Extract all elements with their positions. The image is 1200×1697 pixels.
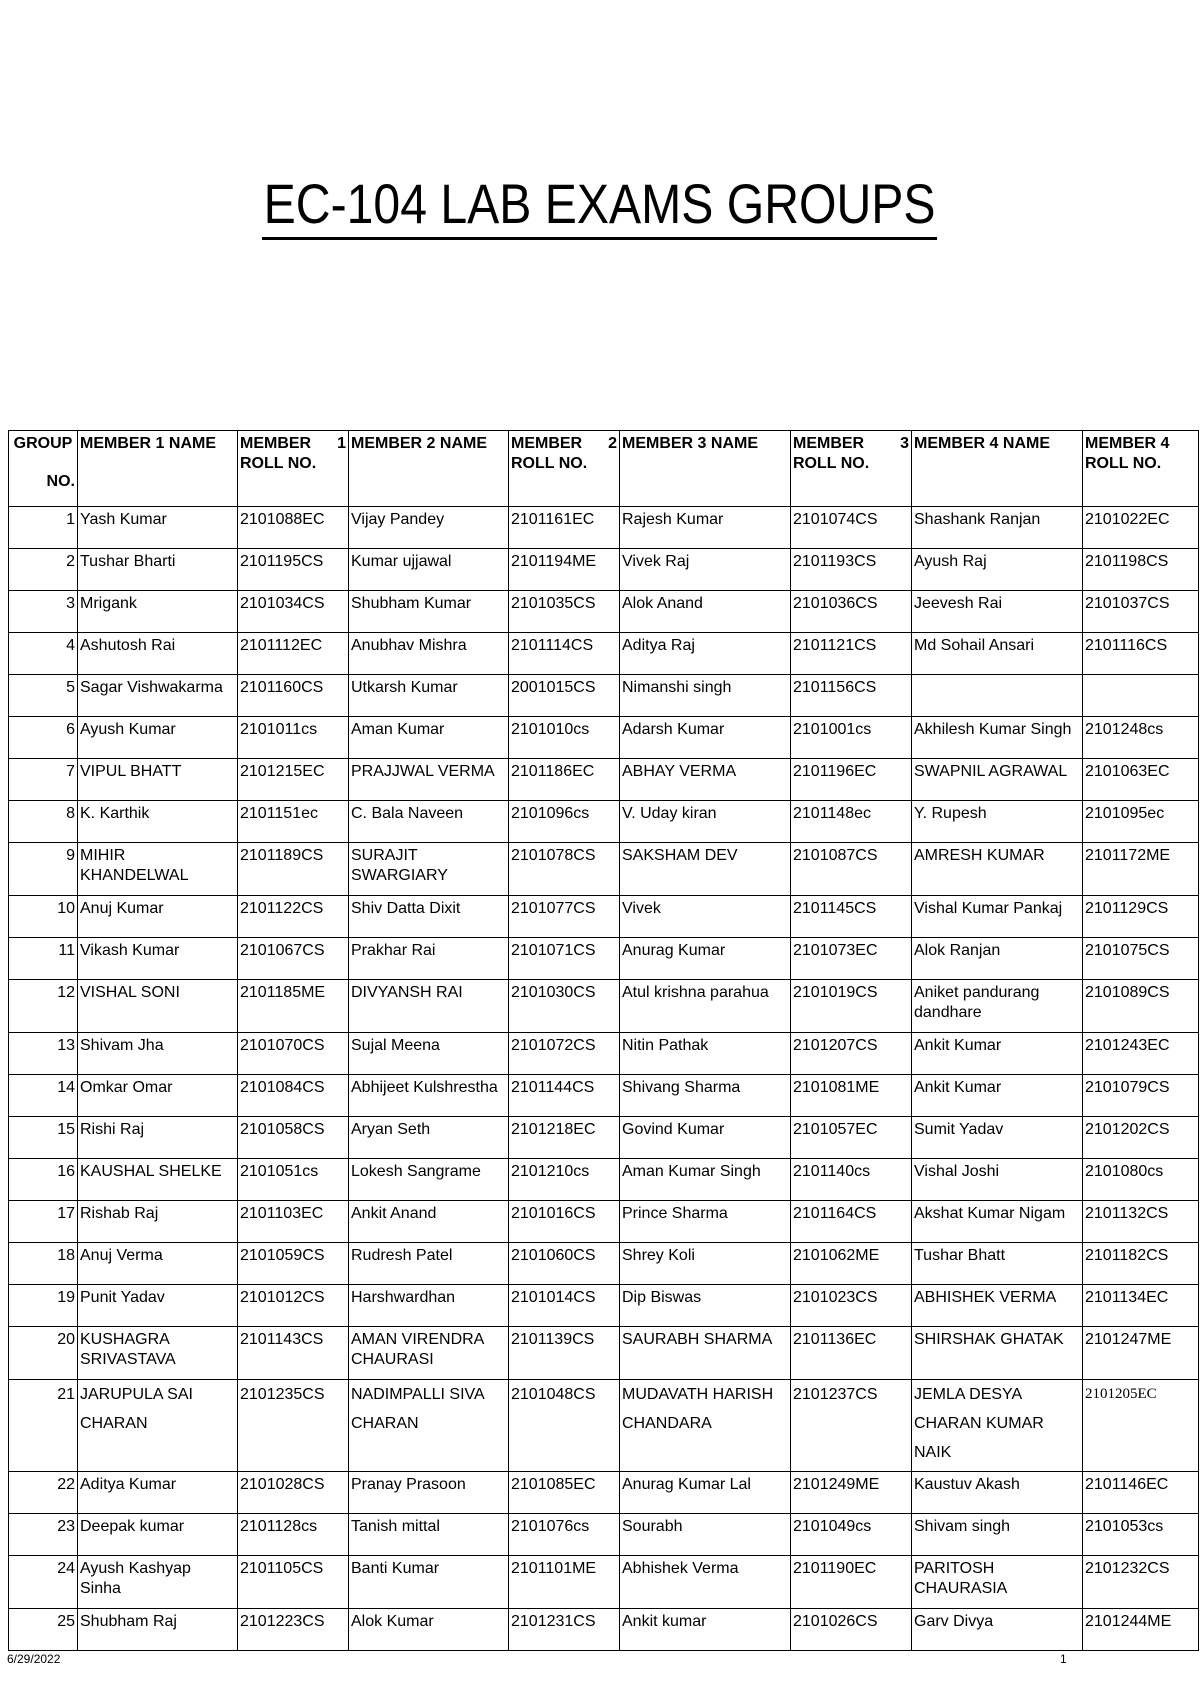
member2-name-cell: Ankit Anand: [349, 1201, 509, 1243]
header-member3-roll: [791, 431, 912, 507]
member3-roll-cell: 2101148ec: [791, 801, 912, 843]
member1-roll-cell: 2101215EC: [238, 759, 349, 801]
header-member1-name: MEMBER 1 NAME: [78, 431, 238, 507]
group-number-cell: 1: [9, 507, 78, 549]
member1-roll-cell: 2101151ec: [238, 801, 349, 843]
member4-roll-cell: 2101079CS: [1083, 1075, 1199, 1117]
table-row: [9, 1472, 1199, 1514]
table-row: [9, 675, 1199, 717]
group-number-cell: 6: [9, 717, 78, 759]
member2-roll-cell: 2101114CS: [509, 633, 620, 675]
header-group-no: [9, 431, 78, 507]
table-row: [9, 591, 1199, 633]
member2-name-cell: Harshwardhan: [349, 1285, 509, 1327]
group-number-cell: 4: [9, 633, 78, 675]
member1-roll-cell: 2101223CS: [238, 1609, 349, 1651]
header-member2-roll-a: MEMBER: [511, 435, 583, 452]
member4-roll-cell: 2101132CS: [1083, 1201, 1199, 1243]
member2-roll-cell: 2101016CS: [509, 1201, 620, 1243]
table-row: [9, 1327, 1199, 1380]
table-row: [9, 843, 1199, 896]
member2-name-cell: Aryan Seth: [349, 1117, 509, 1159]
header-member1-roll: [238, 431, 349, 507]
table-row: [9, 1556, 1199, 1609]
member1-roll-cell: 2101185ME: [238, 980, 349, 1033]
member4-name-cell: Ayush Raj: [912, 549, 1083, 591]
member3-roll-cell: 2101062ME: [791, 1243, 912, 1285]
member3-name-cell: Nitin Pathak: [620, 1033, 791, 1075]
member2-roll-cell: 2101210cs: [509, 1159, 620, 1201]
member4-roll-cell: 2101095ec: [1083, 801, 1199, 843]
header-member3-roll-a: MEMBER: [793, 435, 865, 452]
member4-roll-cell: 2101146EC: [1083, 1472, 1199, 1514]
member2-name-cell: C. Bala Naveen: [349, 801, 509, 843]
member4-roll-cell: 2101022EC: [1083, 507, 1199, 549]
table-row: [9, 1117, 1199, 1159]
member1-name-cell: Yash Kumar: [78, 507, 238, 549]
group-number-cell: 19: [9, 1285, 78, 1327]
group-number-cell: 11: [9, 938, 78, 980]
member1-name-cell: Rishab Raj: [78, 1201, 238, 1243]
header-member2-roll: [509, 431, 620, 507]
group-number-cell: 8: [9, 801, 78, 843]
member1-roll-cell: 2101128cs: [238, 1514, 349, 1556]
member4-name-cell: Jeevesh Rai: [912, 591, 1083, 633]
member1-roll-cell: 2101067CS: [238, 938, 349, 980]
member1-roll-cell: 2101195CS: [238, 549, 349, 591]
header-member2-roll-b: 2: [608, 435, 617, 452]
member1-roll-cell: 2101028CS: [238, 1472, 349, 1514]
table-row: [9, 1243, 1199, 1285]
group-number-cell: 14: [9, 1075, 78, 1117]
member2-roll-cell: 2101030CS: [509, 980, 620, 1033]
member2-name-cell: NADIMPALLI SIVA CHARAN: [349, 1380, 509, 1472]
member3-name-cell: SAURABH SHARMA: [620, 1327, 791, 1380]
member4-roll-cell: 2101063EC: [1083, 759, 1199, 801]
member4-name-cell: Vishal Kumar Pankaj: [912, 896, 1083, 938]
member2-name-cell: Utkarsh Kumar: [349, 675, 509, 717]
member2-roll-cell: 2101218EC: [509, 1117, 620, 1159]
header-member3-roll-b: 3: [900, 435, 909, 452]
group-number-cell: 18: [9, 1243, 78, 1285]
member2-name-cell: Rudresh Patel: [349, 1243, 509, 1285]
member2-roll-cell: 2101161EC: [509, 507, 620, 549]
member4-name-cell: Shashank Ranjan: [912, 507, 1083, 549]
member4-name-cell: JEMLA DESYA CHARAN KUMAR NAIK: [912, 1380, 1083, 1472]
member3-name-cell: Nimanshi singh: [620, 675, 791, 717]
member1-name-cell: Vikash Kumar: [78, 938, 238, 980]
page-title: EC-104 LAB EXAMS GROUPS: [262, 175, 937, 240]
table-row: [9, 1380, 1199, 1472]
group-number-cell: 21: [9, 1380, 78, 1472]
member4-roll-cell: 2101053cs: [1083, 1514, 1199, 1556]
member3-name-cell: Aditya Raj: [620, 633, 791, 675]
member2-name-cell: Shiv Datta Dixit: [349, 896, 509, 938]
member4-name-cell: Kaustuv Akash: [912, 1472, 1083, 1514]
member2-roll-cell: 2101048CS: [509, 1380, 620, 1472]
member1-roll-cell: 2101143CS: [238, 1327, 349, 1380]
member2-name-cell: Pranay Prasoon: [349, 1472, 509, 1514]
member3-name-cell: Anurag Kumar Lal: [620, 1472, 791, 1514]
member3-roll-cell: 2101207CS: [791, 1033, 912, 1075]
member2-name-cell: Kumar ujjawal: [349, 549, 509, 591]
group-number-cell: 12: [9, 980, 78, 1033]
header-member2-name: MEMBER 2 NAME: [349, 431, 509, 507]
member2-roll-cell: 2101077CS: [509, 896, 620, 938]
member1-name-cell: Omkar Omar: [78, 1075, 238, 1117]
member1-roll-cell: 2101034CS: [238, 591, 349, 633]
member2-roll-cell: 2101144CS: [509, 1075, 620, 1117]
member1-name-cell: Rishi Raj: [78, 1117, 238, 1159]
member2-roll-cell: 2101035CS: [509, 591, 620, 633]
header-member3-roll-c: ROLL NO.: [793, 455, 870, 472]
member3-name-cell: Vivek: [620, 896, 791, 938]
group-number-cell: 23: [9, 1514, 78, 1556]
group-number-cell: 24: [9, 1556, 78, 1609]
member2-roll-cell: 2101072CS: [509, 1033, 620, 1075]
member4-roll-cell: 2101198CS: [1083, 549, 1199, 591]
member3-name-cell: Dip Biswas: [620, 1285, 791, 1327]
member2-name-cell: Aman Kumar: [349, 717, 509, 759]
member2-name-cell: Sujal Meena: [349, 1033, 509, 1075]
member4-name-cell: Akshat Kumar Nigam: [912, 1201, 1083, 1243]
member4-name-cell: Shivam singh: [912, 1514, 1083, 1556]
member1-name-cell: Shubham Raj: [78, 1609, 238, 1651]
member2-name-cell: SURAJIT SWARGIARY: [349, 843, 509, 896]
member1-roll-cell: 2101160CS: [238, 675, 349, 717]
group-number-cell: 17: [9, 1201, 78, 1243]
group-number-cell: 5: [9, 675, 78, 717]
member4-name-cell: Tushar Bhatt: [912, 1243, 1083, 1285]
member1-name-cell: Mrigank: [78, 591, 238, 633]
group-number-cell: 15: [9, 1117, 78, 1159]
member2-name-cell: AMAN VIRENDRA CHAURASI: [349, 1327, 509, 1380]
member3-roll-cell: 2101237CS: [791, 1380, 912, 1472]
member2-name-cell: Shubham Kumar: [349, 591, 509, 633]
member3-name-cell: Abhishek Verma: [620, 1556, 791, 1609]
member4-name-cell: Vishal Joshi: [912, 1159, 1083, 1201]
member2-name-cell: Prakhar Rai: [349, 938, 509, 980]
member2-name-cell: Alok Kumar: [349, 1609, 509, 1651]
member4-name-cell: Ankit Kumar: [912, 1033, 1083, 1075]
member2-roll-cell: 2101231CS: [509, 1609, 620, 1651]
member2-name-cell: Vijay Pandey: [349, 507, 509, 549]
table-row: [9, 1514, 1199, 1556]
member2-roll-cell: 2101078CS: [509, 843, 620, 896]
member3-roll-cell: 2101057EC: [791, 1117, 912, 1159]
member1-name-cell: Ashutosh Rai: [78, 633, 238, 675]
member3-name-cell: Anurag Kumar: [620, 938, 791, 980]
header-member2-roll-c: ROLL NO.: [511, 455, 588, 472]
member3-roll-cell: 2101023CS: [791, 1285, 912, 1327]
member2-roll-cell: 2101071CS: [509, 938, 620, 980]
member4-name-cell: Garv Divya: [912, 1609, 1083, 1651]
header-no-label: NO.: [46, 473, 75, 490]
member4-roll-cell: 2101243EC: [1083, 1033, 1199, 1075]
member1-roll-cell: 2101235CS: [238, 1380, 349, 1472]
member3-name-cell: Alok Anand: [620, 591, 791, 633]
member1-name-cell: Tushar Bharti: [78, 549, 238, 591]
member4-roll-cell: 2101134EC: [1083, 1285, 1199, 1327]
header-member4-roll-c: ROLL NO.: [1085, 455, 1162, 472]
member1-roll-cell: 2101059CS: [238, 1243, 349, 1285]
title-wrap: [0, 172, 1200, 240]
member3-roll-cell: 2101121CS: [791, 633, 912, 675]
member2-name-cell: DIVYANSH RAI: [349, 980, 509, 1033]
member4-name-cell: Alok Ranjan: [912, 938, 1083, 980]
member1-name-cell: Sagar Vishwakarma: [78, 675, 238, 717]
table-row: [9, 1201, 1199, 1243]
member3-roll-cell: 2101193CS: [791, 549, 912, 591]
member4-roll-cell: 2101089CS: [1083, 980, 1199, 1033]
member3-roll-cell: 2101190EC: [791, 1556, 912, 1609]
member3-name-cell: Rajesh Kumar: [620, 507, 791, 549]
table-row: [9, 896, 1199, 938]
member4-roll-cell: 2101037CS: [1083, 591, 1199, 633]
footer-date: 6/29/2022: [7, 1652, 61, 1666]
member4-name-cell: Akhilesh Kumar Singh: [912, 717, 1083, 759]
member4-roll-cell: 2101247ME: [1083, 1327, 1199, 1380]
member2-name-cell: Banti Kumar: [349, 1556, 509, 1609]
group-number-cell: 20: [9, 1327, 78, 1380]
member1-roll-cell: 2101112EC: [238, 633, 349, 675]
header-row: [9, 431, 1199, 507]
member2-roll-cell: 2101076cs: [509, 1514, 620, 1556]
table-row: [9, 801, 1199, 843]
member1-name-cell: VIPUL BHATT: [78, 759, 238, 801]
member1-roll-cell: 2101084CS: [238, 1075, 349, 1117]
member4-name-cell: PARITOSH CHAURASIA: [912, 1556, 1083, 1609]
header-member4-roll: [1083, 431, 1199, 507]
table-row: [9, 1285, 1199, 1327]
header-member3-name: MEMBER 3 NAME: [620, 431, 791, 507]
member4-name-cell: [912, 675, 1083, 717]
table-row: [9, 1159, 1199, 1201]
member3-name-cell: Shrey Koli: [620, 1243, 791, 1285]
header-member1-roll-b: 1: [337, 435, 346, 452]
member3-name-cell: Atul krishna parahua: [620, 980, 791, 1033]
member2-roll-cell: 2101096cs: [509, 801, 620, 843]
member3-name-cell: V. Uday kiran: [620, 801, 791, 843]
table-row: [9, 507, 1199, 549]
table-row: [9, 1075, 1199, 1117]
member1-name-cell: KUSHAGRA SRIVASTAVA: [78, 1327, 238, 1380]
group-number-cell: 22: [9, 1472, 78, 1514]
member3-roll-cell: 2101074CS: [791, 507, 912, 549]
group-number-cell: 2: [9, 549, 78, 591]
member3-roll-cell: 2101249ME: [791, 1472, 912, 1514]
group-number-cell: 3: [9, 591, 78, 633]
member1-roll-cell: 2101058CS: [238, 1117, 349, 1159]
member3-name-cell: Sourabh: [620, 1514, 791, 1556]
member2-roll-cell: 2101139CS: [509, 1327, 620, 1380]
member3-roll-cell: 2101145CS: [791, 896, 912, 938]
member4-name-cell: ABHISHEK VERMA: [912, 1285, 1083, 1327]
member2-name-cell: Lokesh Sangrame: [349, 1159, 509, 1201]
member4-name-cell: Aniket pandurang dandhare: [912, 980, 1083, 1033]
member4-roll-cell: [1083, 675, 1199, 717]
member4-roll-cell: 2101116CS: [1083, 633, 1199, 675]
group-number-cell: 9: [9, 843, 78, 896]
member4-roll-cell: 2101172ME: [1083, 843, 1199, 896]
member1-name-cell: KAUSHAL SHELKE: [78, 1159, 238, 1201]
groups-table: [8, 430, 1199, 1651]
table-row: [9, 938, 1199, 980]
member4-roll-cell: 2101080cs: [1083, 1159, 1199, 1201]
member2-name-cell: PRAJJWAL VERMA: [349, 759, 509, 801]
member3-roll-cell: 2101001cs: [791, 717, 912, 759]
member1-name-cell: JARUPULA SAI CHARAN: [78, 1380, 238, 1472]
member3-name-cell: Govind Kumar: [620, 1117, 791, 1159]
member4-name-cell: AMRESH KUMAR: [912, 843, 1083, 896]
table-row: [9, 1033, 1199, 1075]
member3-name-cell: MUDAVATH HARISH CHANDARA: [620, 1380, 791, 1472]
member3-roll-cell: 2101087CS: [791, 843, 912, 896]
header-group-label: GROUP: [13, 435, 73, 452]
member1-roll-cell: 2101122CS: [238, 896, 349, 938]
table-row: [9, 980, 1199, 1033]
member2-roll-cell: 2101194ME: [509, 549, 620, 591]
member3-name-cell: Vivek Raj: [620, 549, 791, 591]
member1-roll-cell: 2101051cs: [238, 1159, 349, 1201]
member3-roll-cell: 2101140cs: [791, 1159, 912, 1201]
member1-name-cell: K. Karthik: [78, 801, 238, 843]
member2-roll-cell: 2101060CS: [509, 1243, 620, 1285]
member3-name-cell: Aman Kumar Singh: [620, 1159, 791, 1201]
member4-roll-cell: 2101202CS: [1083, 1117, 1199, 1159]
header-member4-roll-a: MEMBER 4: [1085, 435, 1170, 452]
member4-roll-cell: 2101205EC: [1083, 1380, 1199, 1472]
member4-name-cell: Y. Rupesh: [912, 801, 1083, 843]
member3-name-cell: Ankit kumar: [620, 1609, 791, 1651]
member1-roll-cell: 2101088EC: [238, 507, 349, 549]
member2-name-cell: Abhijeet Kulshrestha: [349, 1075, 509, 1117]
member2-roll-cell: 2101186EC: [509, 759, 620, 801]
member1-name-cell: VISHAL SONI: [78, 980, 238, 1033]
member4-name-cell: Md Sohail Ansari: [912, 633, 1083, 675]
member2-name-cell: Anubhav Mishra: [349, 633, 509, 675]
member3-roll-cell: 2101156CS: [791, 675, 912, 717]
table-row: [9, 759, 1199, 801]
member1-roll-cell: 2101011cs: [238, 717, 349, 759]
table-row: [9, 549, 1199, 591]
member1-name-cell: Anuj Verma: [78, 1243, 238, 1285]
member4-name-cell: SWAPNIL AGRAWAL: [912, 759, 1083, 801]
member3-roll-cell: 2101196EC: [791, 759, 912, 801]
group-number-cell: 10: [9, 896, 78, 938]
member3-roll-cell: 2101164CS: [791, 1201, 912, 1243]
member1-name-cell: Punit Yadav: [78, 1285, 238, 1327]
footer-page-number: 1: [1060, 1652, 1067, 1666]
member4-roll-cell: 2101182CS: [1083, 1243, 1199, 1285]
member3-roll-cell: 2101049cs: [791, 1514, 912, 1556]
member4-name-cell: Ankit Kumar: [912, 1075, 1083, 1117]
member3-roll-cell: 2101026CS: [791, 1609, 912, 1651]
group-number-cell: 13: [9, 1033, 78, 1075]
member4-roll-cell: 2101248cs: [1083, 717, 1199, 759]
member1-roll-cell: 2101012CS: [238, 1285, 349, 1327]
header-member4-name: MEMBER 4 NAME: [912, 431, 1083, 507]
member1-name-cell: Ayush Kashyap Sinha: [78, 1556, 238, 1609]
member4-name-cell: Sumit Yadav: [912, 1117, 1083, 1159]
member3-roll-cell: 2101019CS: [791, 980, 912, 1033]
member4-roll-cell: 2101244ME: [1083, 1609, 1199, 1651]
member1-roll-cell: 2101105CS: [238, 1556, 349, 1609]
member2-roll-cell: 2101101ME: [509, 1556, 620, 1609]
member2-roll-cell: 2101010cs: [509, 717, 620, 759]
member3-name-cell: Prince Sharma: [620, 1201, 791, 1243]
header-member1-roll-a: MEMBER: [240, 435, 312, 452]
table-row: [9, 1609, 1199, 1651]
member3-roll-cell: 2101036CS: [791, 591, 912, 633]
member3-name-cell: Shivang Sharma: [620, 1075, 791, 1117]
member2-name-cell: Tanish mittal: [349, 1514, 509, 1556]
member3-name-cell: SAKSHAM DEV: [620, 843, 791, 896]
member1-name-cell: MIHIR KHANDELWAL: [78, 843, 238, 896]
member3-roll-cell: 2101136EC: [791, 1327, 912, 1380]
member1-name-cell: Anuj Kumar: [78, 896, 238, 938]
member4-roll-cell: 2101129CS: [1083, 896, 1199, 938]
table-row: [9, 717, 1199, 759]
member1-roll-cell: 2101070CS: [238, 1033, 349, 1075]
member2-roll-cell: 2001015CS: [509, 675, 620, 717]
table-row: [9, 633, 1199, 675]
member1-roll-cell: 2101189CS: [238, 843, 349, 896]
member3-roll-cell: 2101081ME: [791, 1075, 912, 1117]
group-number-cell: 16: [9, 1159, 78, 1201]
member4-roll-cell: 2101075CS: [1083, 938, 1199, 980]
member1-name-cell: Ayush Kumar: [78, 717, 238, 759]
member4-name-cell: SHIRSHAK GHATAK: [912, 1327, 1083, 1380]
table-body: [9, 507, 1199, 1651]
member1-name-cell: Shivam Jha: [78, 1033, 238, 1075]
group-number-cell: 25: [9, 1609, 78, 1651]
member4-roll-cell: 2101232CS: [1083, 1556, 1199, 1609]
header-member1-roll-c: ROLL NO.: [240, 455, 317, 472]
member1-name-cell: Deepak kumar: [78, 1514, 238, 1556]
member1-roll-cell: 2101103EC: [238, 1201, 349, 1243]
member2-roll-cell: 2101014CS: [509, 1285, 620, 1327]
member3-name-cell: Adarsh Kumar: [620, 717, 791, 759]
member1-name-cell: Aditya Kumar: [78, 1472, 238, 1514]
member2-roll-cell: 2101085EC: [509, 1472, 620, 1514]
member3-roll-cell: 2101073EC: [791, 938, 912, 980]
group-number-cell: 7: [9, 759, 78, 801]
member3-name-cell: ABHAY VERMA: [620, 759, 791, 801]
